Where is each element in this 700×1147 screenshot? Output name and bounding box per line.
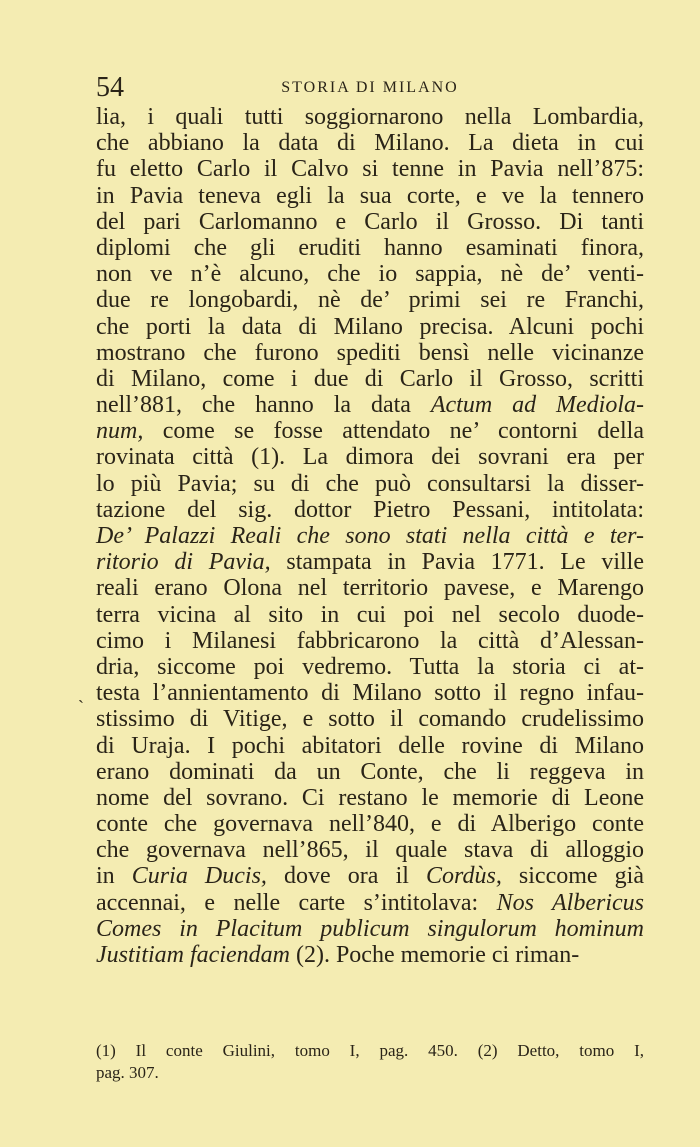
text-segment: siccome già xyxy=(501,863,644,890)
italic-text: Justitiam faciendam xyxy=(96,942,290,968)
text-line xyxy=(96,706,644,732)
text-segment: diplomi che gli eruditi hanno esaminati finora, xyxy=(96,234,644,261)
text-segment: nell’881, che hanno la data xyxy=(96,392,431,419)
text-line xyxy=(96,444,644,470)
italic-text: num, xyxy=(96,418,144,445)
text-segment: in Pavia teneva egli la sua corte, e ve la tennero xyxy=(96,182,644,209)
text-segment: accennai, e nelle carte s’intitolava: xyxy=(96,889,497,916)
text-line xyxy=(96,785,644,811)
text-line xyxy=(96,837,644,863)
italic-text: Actum ad Mediola- xyxy=(430,392,644,419)
text-line xyxy=(96,811,644,837)
text-line xyxy=(96,209,644,235)
running-title: STORIA DI MILANO xyxy=(281,79,459,96)
italic-text: ritorio di Pavia, xyxy=(96,549,271,576)
text-line xyxy=(96,942,644,968)
text-segment: di Uraja. I pochi abitatori delle rovine di Milano xyxy=(96,732,644,759)
footnotes xyxy=(96,1040,644,1084)
text-line xyxy=(96,680,644,706)
text-line xyxy=(96,497,644,523)
text-segment: terra vicina al sito in cui poi nel secolo duode- xyxy=(96,601,644,628)
text-line xyxy=(96,261,644,287)
text-line xyxy=(96,314,644,340)
italic-text: Curia Ducis, xyxy=(131,863,267,890)
text-line xyxy=(96,130,644,156)
text-line xyxy=(96,733,644,759)
text-line xyxy=(96,366,644,392)
text-segment: dove ora il xyxy=(266,863,427,890)
text-line xyxy=(96,863,644,889)
text-segment: mostrano che furono spediti bensì nelle vicinanze xyxy=(96,339,644,366)
text-segment: del pari Carlomanno e Carlo il Grosso. Di tanti xyxy=(96,208,644,235)
text-segment: (2). Poche memorie ci riman- xyxy=(289,942,580,968)
text-segment: stampata in Pavia 1771. Le ville xyxy=(270,549,644,576)
text-segment: come se fosse attendato ne’ contorni della xyxy=(143,418,644,445)
text-line xyxy=(96,759,644,785)
text-line xyxy=(96,235,644,261)
text-line xyxy=(96,549,644,575)
text-line xyxy=(96,890,644,916)
text-segment: non ve n’è alcuno, che io sappia, nè de’ venti- xyxy=(96,261,644,288)
text-line xyxy=(96,523,644,549)
italic-text: Comes in Placitum publicum singulorum hominum xyxy=(96,915,644,942)
italic-text: Cordùs, xyxy=(426,863,502,890)
text-segment: dria, siccome poi vedremo. Tutta la storia ci at- xyxy=(96,653,644,680)
page-number: 54 xyxy=(96,72,124,103)
text-segment: conte che governava nell’840, e di Alberigo conte xyxy=(96,811,644,838)
text-segment: che porti la data di Milano precisa. Alcuni pochi xyxy=(96,313,644,340)
text-segment: lia, i quali tutti soggiornarono nella Lombardia, xyxy=(96,104,644,130)
text-line xyxy=(96,392,644,418)
italic-text: De’ Palazzi Reali che sono stati nella città e ter- xyxy=(96,523,644,549)
text-line xyxy=(96,156,644,182)
text-line xyxy=(96,654,644,680)
italic-text: Nos Albericus xyxy=(496,889,645,916)
text-segment: di Milano, come i due di Carlo il Grosso, scritti xyxy=(96,365,644,392)
text-segment: nome del sovrano. Ci restano le memorie di Leone xyxy=(96,784,644,811)
text-segment: lo più Pavia; su di che può consultarsi la disser- xyxy=(96,470,644,497)
text-segment: che abbiano la data di Milano. La dieta in cui xyxy=(96,130,644,157)
margin-mark: ` xyxy=(78,697,84,717)
text-segment: erano dominati da un Conte, che li reggeva in xyxy=(96,758,644,785)
page-header xyxy=(96,72,644,108)
text-line xyxy=(96,104,644,130)
text-line xyxy=(96,471,644,497)
text-segment: che governava nell’865, il quale stava di alloggio xyxy=(96,837,644,864)
text-line xyxy=(96,418,644,444)
footnote-line: pag. 307. xyxy=(96,1063,159,1082)
text-line xyxy=(96,287,644,313)
text-segment: rovinata città (1). La dimora dei sovrani era per xyxy=(96,444,644,471)
text-segment: stissimo di Vitige, e sotto il comando crudelissimo xyxy=(96,706,644,733)
text-line xyxy=(96,183,644,209)
text-line xyxy=(96,916,644,942)
text-segment: cimo i Milanesi fabbricarono la città d’Alessan- xyxy=(96,627,644,654)
text-segment: fu eletto Carlo il Calvo si tenne in Pavia nell’875: xyxy=(96,156,644,183)
text-segment: due re longobardi, nè de’ primi sei re Franchi, xyxy=(96,287,644,314)
text-line xyxy=(96,575,644,601)
text-segment: in xyxy=(96,863,132,890)
footnote-line: (1) Il conte Giulini, tomo I, pag. 450. (2) Detto, tomo I, xyxy=(96,1041,644,1060)
text-segment: reali erano Olona nel territorio pavese, e Marengo xyxy=(96,575,644,602)
text-segment: testa l’annientamento di Milano sotto il regno infau- xyxy=(96,680,644,707)
text-segment: tazione del sig. dottor Pietro Pessani, intitolata: xyxy=(96,496,644,523)
text-line xyxy=(96,340,644,366)
text-line xyxy=(96,628,644,654)
text-line xyxy=(96,602,644,628)
body-text xyxy=(96,104,644,968)
